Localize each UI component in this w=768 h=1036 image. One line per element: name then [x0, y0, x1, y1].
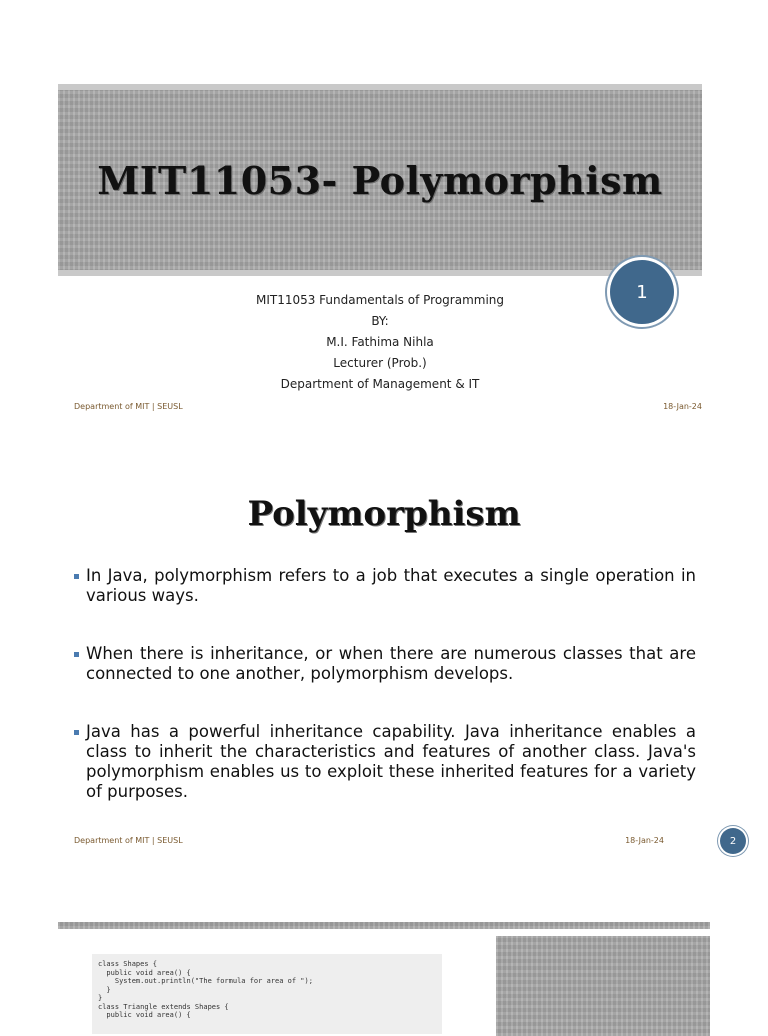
banner-top-bar [58, 84, 702, 90]
slide-2 [0, 432, 768, 872]
department-name: Department of Management & IT [280, 377, 480, 391]
slide-1-title: MIT11053- Polymorphism [97, 157, 663, 203]
code-line: class Triangle extends Shapes { [98, 1002, 229, 1011]
footer-department: Department of MIT | SEUSL [74, 836, 183, 845]
code-line: System.out.println("The formula for area of "); [98, 977, 313, 985]
footer-date: 18-Jan-24 [625, 836, 664, 845]
slide-number: 2 [729, 835, 737, 847]
decorative-texture-image [496, 936, 710, 1036]
bullet-text: When there is inheritance, or when there are numerous classes that are connected to one another, polymorphism develops. [86, 644, 696, 683]
slide-1 [0, 0, 768, 430]
slide-3-top-bar [58, 922, 710, 929]
list-item [74, 566, 696, 606]
bullet-marker-icon [74, 652, 79, 657]
slide-number-badge [720, 828, 746, 854]
code-line: public void area() { [98, 968, 191, 977]
bullet-text: In Java, polymorphism refers to a job that executes a single operation in various ways. [86, 566, 696, 605]
code-line: class Shapes { [98, 960, 158, 968]
presenter-name: M.I. Fathima Nihla [326, 335, 434, 349]
presenter-info [0, 290, 760, 395]
code-snippet [92, 954, 442, 1034]
bullet-list [74, 566, 696, 840]
slide-number: 1 [636, 281, 648, 303]
bullet-marker-icon [74, 730, 79, 735]
list-item [74, 644, 696, 684]
slide-2-title: Polymorphism [247, 494, 521, 534]
code-line: public void area() { [98, 1011, 191, 1019]
list-item [74, 722, 696, 802]
code-line: } [98, 994, 103, 1002]
bullet-marker-icon [74, 574, 79, 579]
footer-date: 18-Jan-24 [663, 402, 702, 411]
presenter-title: Lecturer (Prob.) [333, 356, 427, 370]
banner-bottom-bar [58, 270, 702, 276]
bullet-text: Java has a powerful inheritance capability. Java inheritance enables a class to inherit the characteristics and features of another class. Java's polymorphism enables us to exploit these inherited features for a variety of purposes. [86, 722, 696, 801]
by-label: BY: [371, 314, 389, 328]
slide-3 [0, 874, 768, 1024]
title-banner [58, 84, 702, 276]
code-line: } [98, 985, 111, 994]
course-name: MIT11053 Fundamentals of Programming [255, 293, 505, 307]
footer-department: Department of MIT | SEUSL [74, 402, 183, 411]
